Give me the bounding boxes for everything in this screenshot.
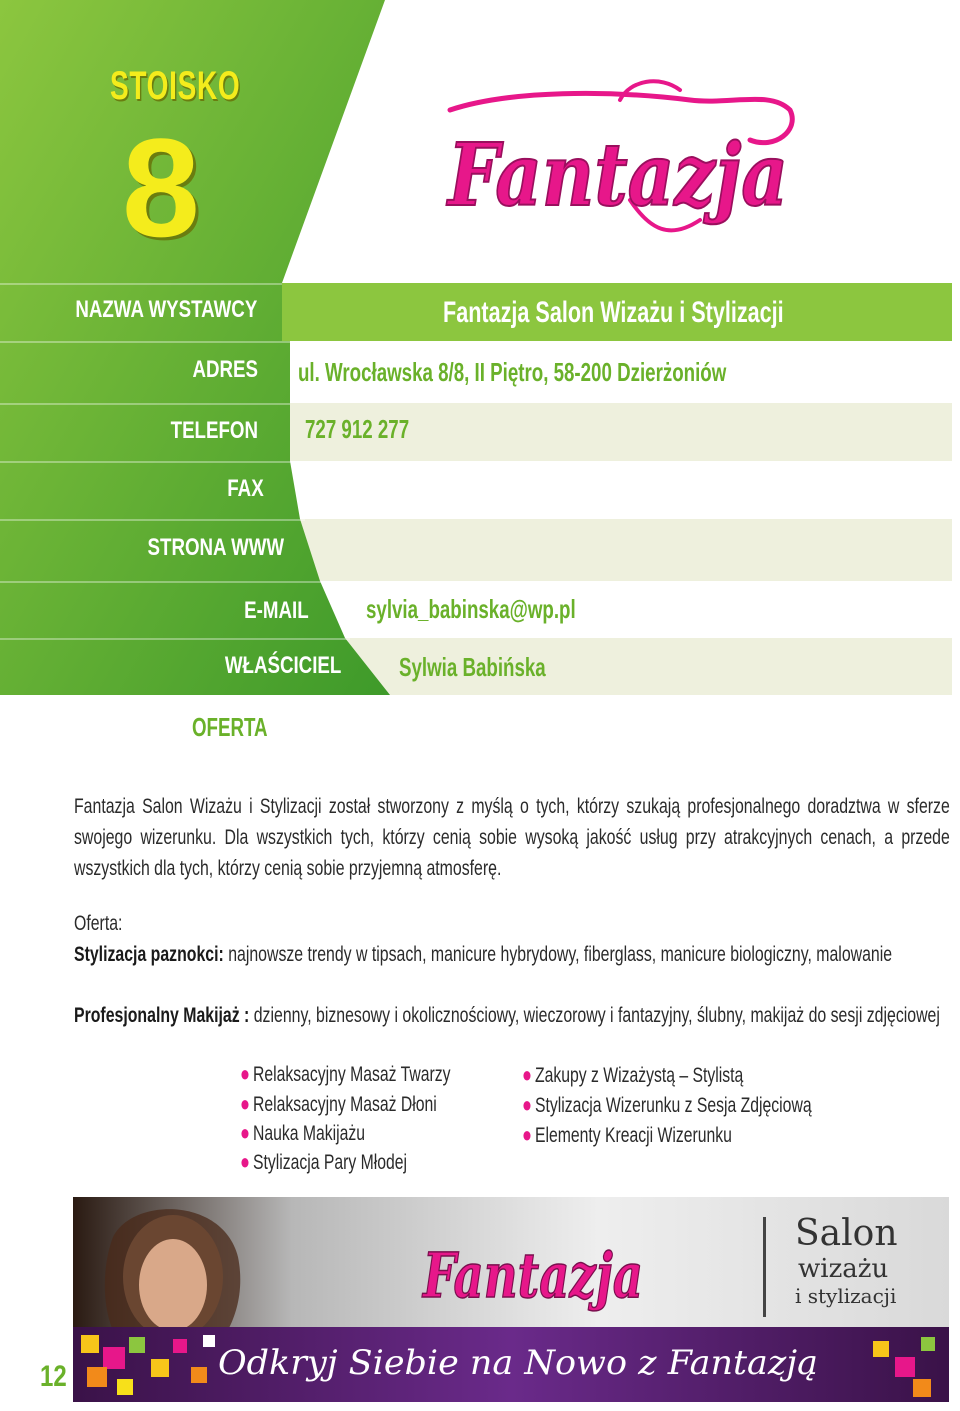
owner-value: Sylwia Babińska — [399, 652, 546, 682]
nails-offer — [74, 939, 950, 970]
banner-salon-line3: i stylizacji — [795, 1284, 897, 1308]
list-item: ● Relaksacyjny Masaż Dłoni — [240, 1091, 437, 1116]
makeup-text: dzienny, biznesowy i okolicznościowy, wieczorowy i fantazyjny, ślubny, makijaż do sesji zdjęciowej — [249, 1004, 940, 1027]
bullet-icon: ● — [240, 1091, 250, 1116]
list-item: ● Relaksacyjny Masaż Twarzy — [240, 1061, 451, 1086]
email-label: E-MAIL — [244, 597, 309, 624]
fax-label: FAX — [227, 475, 264, 502]
bullet-icon: ● — [522, 1122, 532, 1147]
bullet-icon: ● — [522, 1092, 532, 1117]
fantazja-logo-text: Fantazja — [445, 125, 788, 226]
page-number: 12 — [40, 1360, 67, 1393]
offer-intro: Fantazja Salon Wizażu i Stylizacji został stworzony z myślą o tych, którzy szukają profesjonalnego doradztwa w sferze swojego wizerunku. Dla wszystkich tych, którzy cenią sobie wysoką jakość usług przy atrakcyjnych cenach, a przede wszystkich dla tych, którzy cenią sobie przyjemną atmosferę. — [74, 795, 950, 880]
list-item: ● Stylizacja Pary Młodej — [240, 1149, 408, 1174]
address-label: ADRES — [192, 356, 258, 383]
banner-slogan: Odkryj Siebie na Nowo z Fantazją — [218, 1343, 818, 1383]
exhibitor-value: Fantazja Salon Wizażu i Stylizacji — [443, 296, 784, 329]
makeup-offer — [74, 1000, 950, 1031]
nails-text: najnowsze trendy w tipsach, manicure hybrydowy, fiberglass, manicure biologiczny, malowanie — [223, 943, 893, 966]
email-value[interactable]: sylvia_babinska@wp.pl — [366, 594, 576, 624]
phone-label: TELEFON — [170, 417, 258, 444]
offer-heading: OFERTA — [192, 712, 268, 742]
exhibitor-label: NAZWA WYSTAWCY — [75, 296, 257, 323]
nails-label: Stylizacja paznokci: — [74, 943, 224, 966]
bullet-icon: ● — [240, 1061, 250, 1086]
banner-salon-line2: wizażu — [798, 1254, 889, 1284]
phone-value: 727 912 277 — [305, 414, 410, 444]
list-item: ● Nauka Makijażu — [240, 1120, 366, 1145]
banner-salon-line1: Salon — [795, 1213, 898, 1254]
promo-banner — [73, 1197, 949, 1402]
website-label: STRONA WWW — [147, 534, 284, 561]
booth-label: STOISKO — [110, 64, 241, 108]
owner-label: WŁAŚCICIEL — [224, 652, 341, 679]
list-item: ● Zakupy z Wizażystą – Stylistą — [522, 1062, 744, 1087]
booth-number: 8 — [122, 109, 200, 266]
bullet-icon: ● — [240, 1120, 250, 1145]
banner-logo-text: Fantazja — [421, 1239, 643, 1312]
list-item: ● Elementy Kreacji Wizerunku — [522, 1122, 732, 1147]
address-value: ul. Wrocławska 8/8, II Piętro, 58-200 Dzierżoniów — [298, 357, 727, 387]
fantazja-logo — [430, 70, 810, 250]
offer-subheading: Oferta: — [74, 912, 123, 935]
bullet-icon: ● — [522, 1062, 532, 1087]
bullet-icon: ● — [240, 1149, 250, 1174]
list-item: ● Stylizacja Wizerunku z Sesja Zdjęciową — [522, 1092, 812, 1117]
makeup-label: Profesjonalny Makijaż : — [74, 1004, 250, 1027]
